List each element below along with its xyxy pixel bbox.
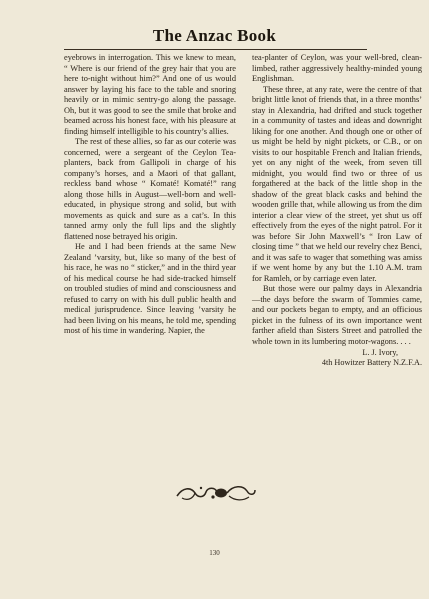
author-name: L. J. Ivory, (362, 348, 398, 357)
page-title: The Anzac Book (152, 26, 277, 45)
paragraph: But those were our palmy days in Alexandria—the days before the swarm of Tommies came, and our pockets began to empty, and an officious picket in the fulness of its own importance went farther afield than Sisters Street and patrolled the whole town in its lumbering motor-wagons. . . . (252, 284, 422, 346)
right-column (252, 53, 422, 369)
page-number: 130 (209, 549, 220, 557)
ornament-icon (173, 481, 257, 503)
author-unit: 4th Howitzer Battery N.Z.F.A. (321, 358, 422, 368)
paragraph: The rest of these allies, so far as our coterie was concerned, were a sergeant of the Ceylon Tea-planters, back from Gallipoli in charge of his company’s horses, and a Maori of that gallant, reckless band whose “ Komaté! Komaté!” rang along those hills in August—well-born and well-educated, in physique strong and solid, but with movements as quick and sure as a cat’s. In this tanned army only the full lips and the slightly flattened nose betrayed his origin. (64, 137, 236, 241)
paragraph: These three, at any rate, were the centre of that bright little knot of friends that, in a three months’ stay in Alexandria, had drifted and stuck together in a community of tastes and ideas and downright liking for one another. And though one or other of us might be held by night pickets, or C.B., or on visits to our hospitable French and Italian friends, yet on any night of the week, from seven till midnight, you would find two or three of us forgathered at the back of the little shop in the shadow of the great black casks and behind the wooden grille that, while allowing us from the dim interior a clear view of the street, yet shut us off effectively from the eyes of the night patrol. For it was before Sir John Maxwell’s “ Iron Law of closing time ” that we held our revelry chez Benci, and it was safe to wager that something was amiss if we went home by any but the 1.10 A.M. tram for Ramleh, or by carriage even later. (252, 84, 422, 283)
paragraph: tea-planter of Ceylon, was your well-bred, clean-limbed, rather aggressively healthy-minded young Englishman. (252, 53, 422, 83)
paragraph: eyebrows in interrogation. This we knew to mean, “ Where is our friend of the grey hair that you are here to-night without him?” And one of us would answer by laying his face to the table and snoring heavily or in mimic sentry-go along the passage. Oh, but it was good to see the smile that broke and beamed across his honest face, with his pleasure at finding himself intelligible to his country’s allies. (64, 53, 236, 136)
left-column (64, 53, 236, 337)
paragraph: He and I had been friends at the same New Zealand ’varsity, but, like so many of the best of his race, he was no “ sticker,” and in the third year of his medical course he had side-tracked himself on troubled studies of mind and consciousness and refused to carry on with his dull public health and medical jurisprudence. Since leaving ’varsity he had been living on his means, he told me, spending most of his time in wandering. Napier, the (64, 242, 236, 335)
header-rule (64, 49, 367, 50)
author-signature (252, 348, 422, 369)
